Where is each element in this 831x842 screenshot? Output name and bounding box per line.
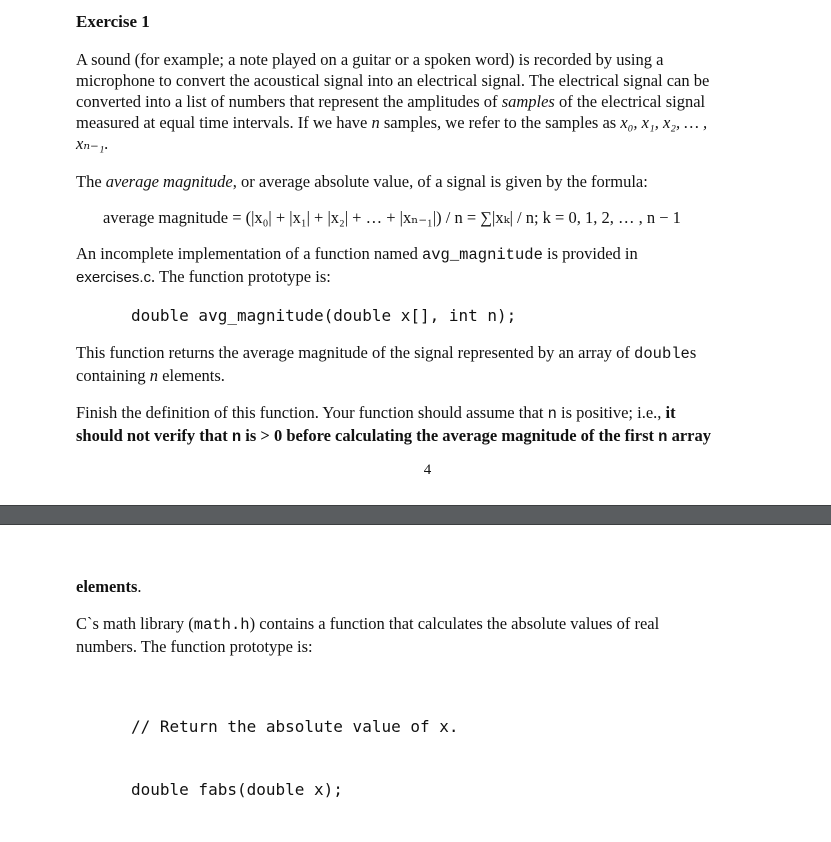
page-separator xyxy=(0,505,831,525)
finish-a: Finish the definition of this function. Your function should assume that xyxy=(76,403,548,422)
intro-line-2: microphone to convert the acoustical signal into an electrical signal. The electrical signal can be xyxy=(76,71,710,90)
returns-c: containing xyxy=(76,366,150,385)
continuation-period: . xyxy=(137,577,142,596)
returns-a: This function returns the average magnitude of the signal represented by an array of xyxy=(76,343,635,362)
returns-b: s xyxy=(689,343,697,362)
avg-magnitude-code: avg_magnitude xyxy=(421,246,543,264)
finish-bold-b: is > 0 before calculating the average magnitude of the first xyxy=(241,426,659,445)
math-library-paragraph xyxy=(76,613,776,657)
intro-line-4b: samples, we refer to the samples as xyxy=(379,113,621,132)
finish-b: is positive; i.e., xyxy=(556,403,666,422)
average-magnitude-emphasis: average magnitude xyxy=(105,172,233,191)
n-code-3: n xyxy=(658,428,668,446)
mathlib-line-2: numbers. The function prototype is: xyxy=(76,637,313,656)
fabs-prototype-line: double fabs(double x); xyxy=(131,780,343,799)
exercises-file-name: exercises.c xyxy=(76,269,152,286)
impl-para-b: is provided in xyxy=(542,244,638,263)
last-sample-math: xₙ₋₁. xyxy=(76,134,109,153)
average-magnitude-paragraph xyxy=(76,171,776,192)
intro-line-3a: converted into a list of numbers that represent the amplitudes of xyxy=(76,92,502,111)
n-variable-2: n xyxy=(149,366,159,385)
impl-para-a: An incomplete implementation of a function named xyxy=(76,244,422,263)
finish-paragraph xyxy=(76,402,776,448)
page-number: 4 xyxy=(423,462,432,478)
mathlib-b: ) contains a function that calculates the absolute values of real xyxy=(249,614,660,633)
n-code-2: n xyxy=(231,428,242,446)
returns-paragraph xyxy=(76,342,776,386)
finish-bold-it: it xyxy=(665,403,676,422)
n-code-1: n xyxy=(547,405,557,423)
document-page-5 xyxy=(0,525,831,799)
fabs-comment-line: // Return the absolute value of x. xyxy=(131,717,459,736)
page-content xyxy=(76,11,776,448)
continuation-text xyxy=(76,576,776,597)
samples-sequence-math: x₀, x₁, x₂, … , xyxy=(620,113,708,132)
impl-para-c: . The function prototype is: xyxy=(151,267,331,286)
fabs-code-block xyxy=(76,674,776,842)
finish-bold-line xyxy=(76,426,711,445)
samples-emphasis: samples xyxy=(501,92,555,111)
double-code: double xyxy=(634,345,690,363)
avg-para-a: The xyxy=(76,172,106,191)
intro-line-4a: measured at equal time intervals. If we have xyxy=(76,113,372,132)
returns-d: elements. xyxy=(158,366,225,385)
finish-bold-a: should not verify that xyxy=(76,426,232,445)
average-magnitude-formula: average magnitude = (|x₀| + |x₁| + |x₂| + … + |xₙ₋₁|) / n = ∑|xₖ| / n; k = 0, 1, 2, … , n − 1 xyxy=(103,208,681,227)
elements-bold: elements xyxy=(76,577,138,596)
n-variable: n xyxy=(371,113,380,132)
implementation-paragraph xyxy=(76,243,776,288)
math-h-code: math.h xyxy=(193,616,250,634)
function-prototype-code: double avg_magnitude(double x[], int n); xyxy=(131,306,517,325)
intro-line-3b: of the electrical signal xyxy=(554,92,706,111)
finish-bold-c: array xyxy=(667,426,711,445)
exercise-heading: Exercise 1 xyxy=(76,12,150,31)
intro-line-1: A sound (for example; a note played on a guitar or a spoken word) is recorded by using a xyxy=(76,50,664,69)
mathlib-a: C`s math library ( xyxy=(76,614,194,633)
avg-para-b: , or average absolute value, of a signal is given by the formula: xyxy=(232,172,648,191)
intro-paragraph xyxy=(76,49,776,154)
page-content-2 xyxy=(76,576,776,842)
